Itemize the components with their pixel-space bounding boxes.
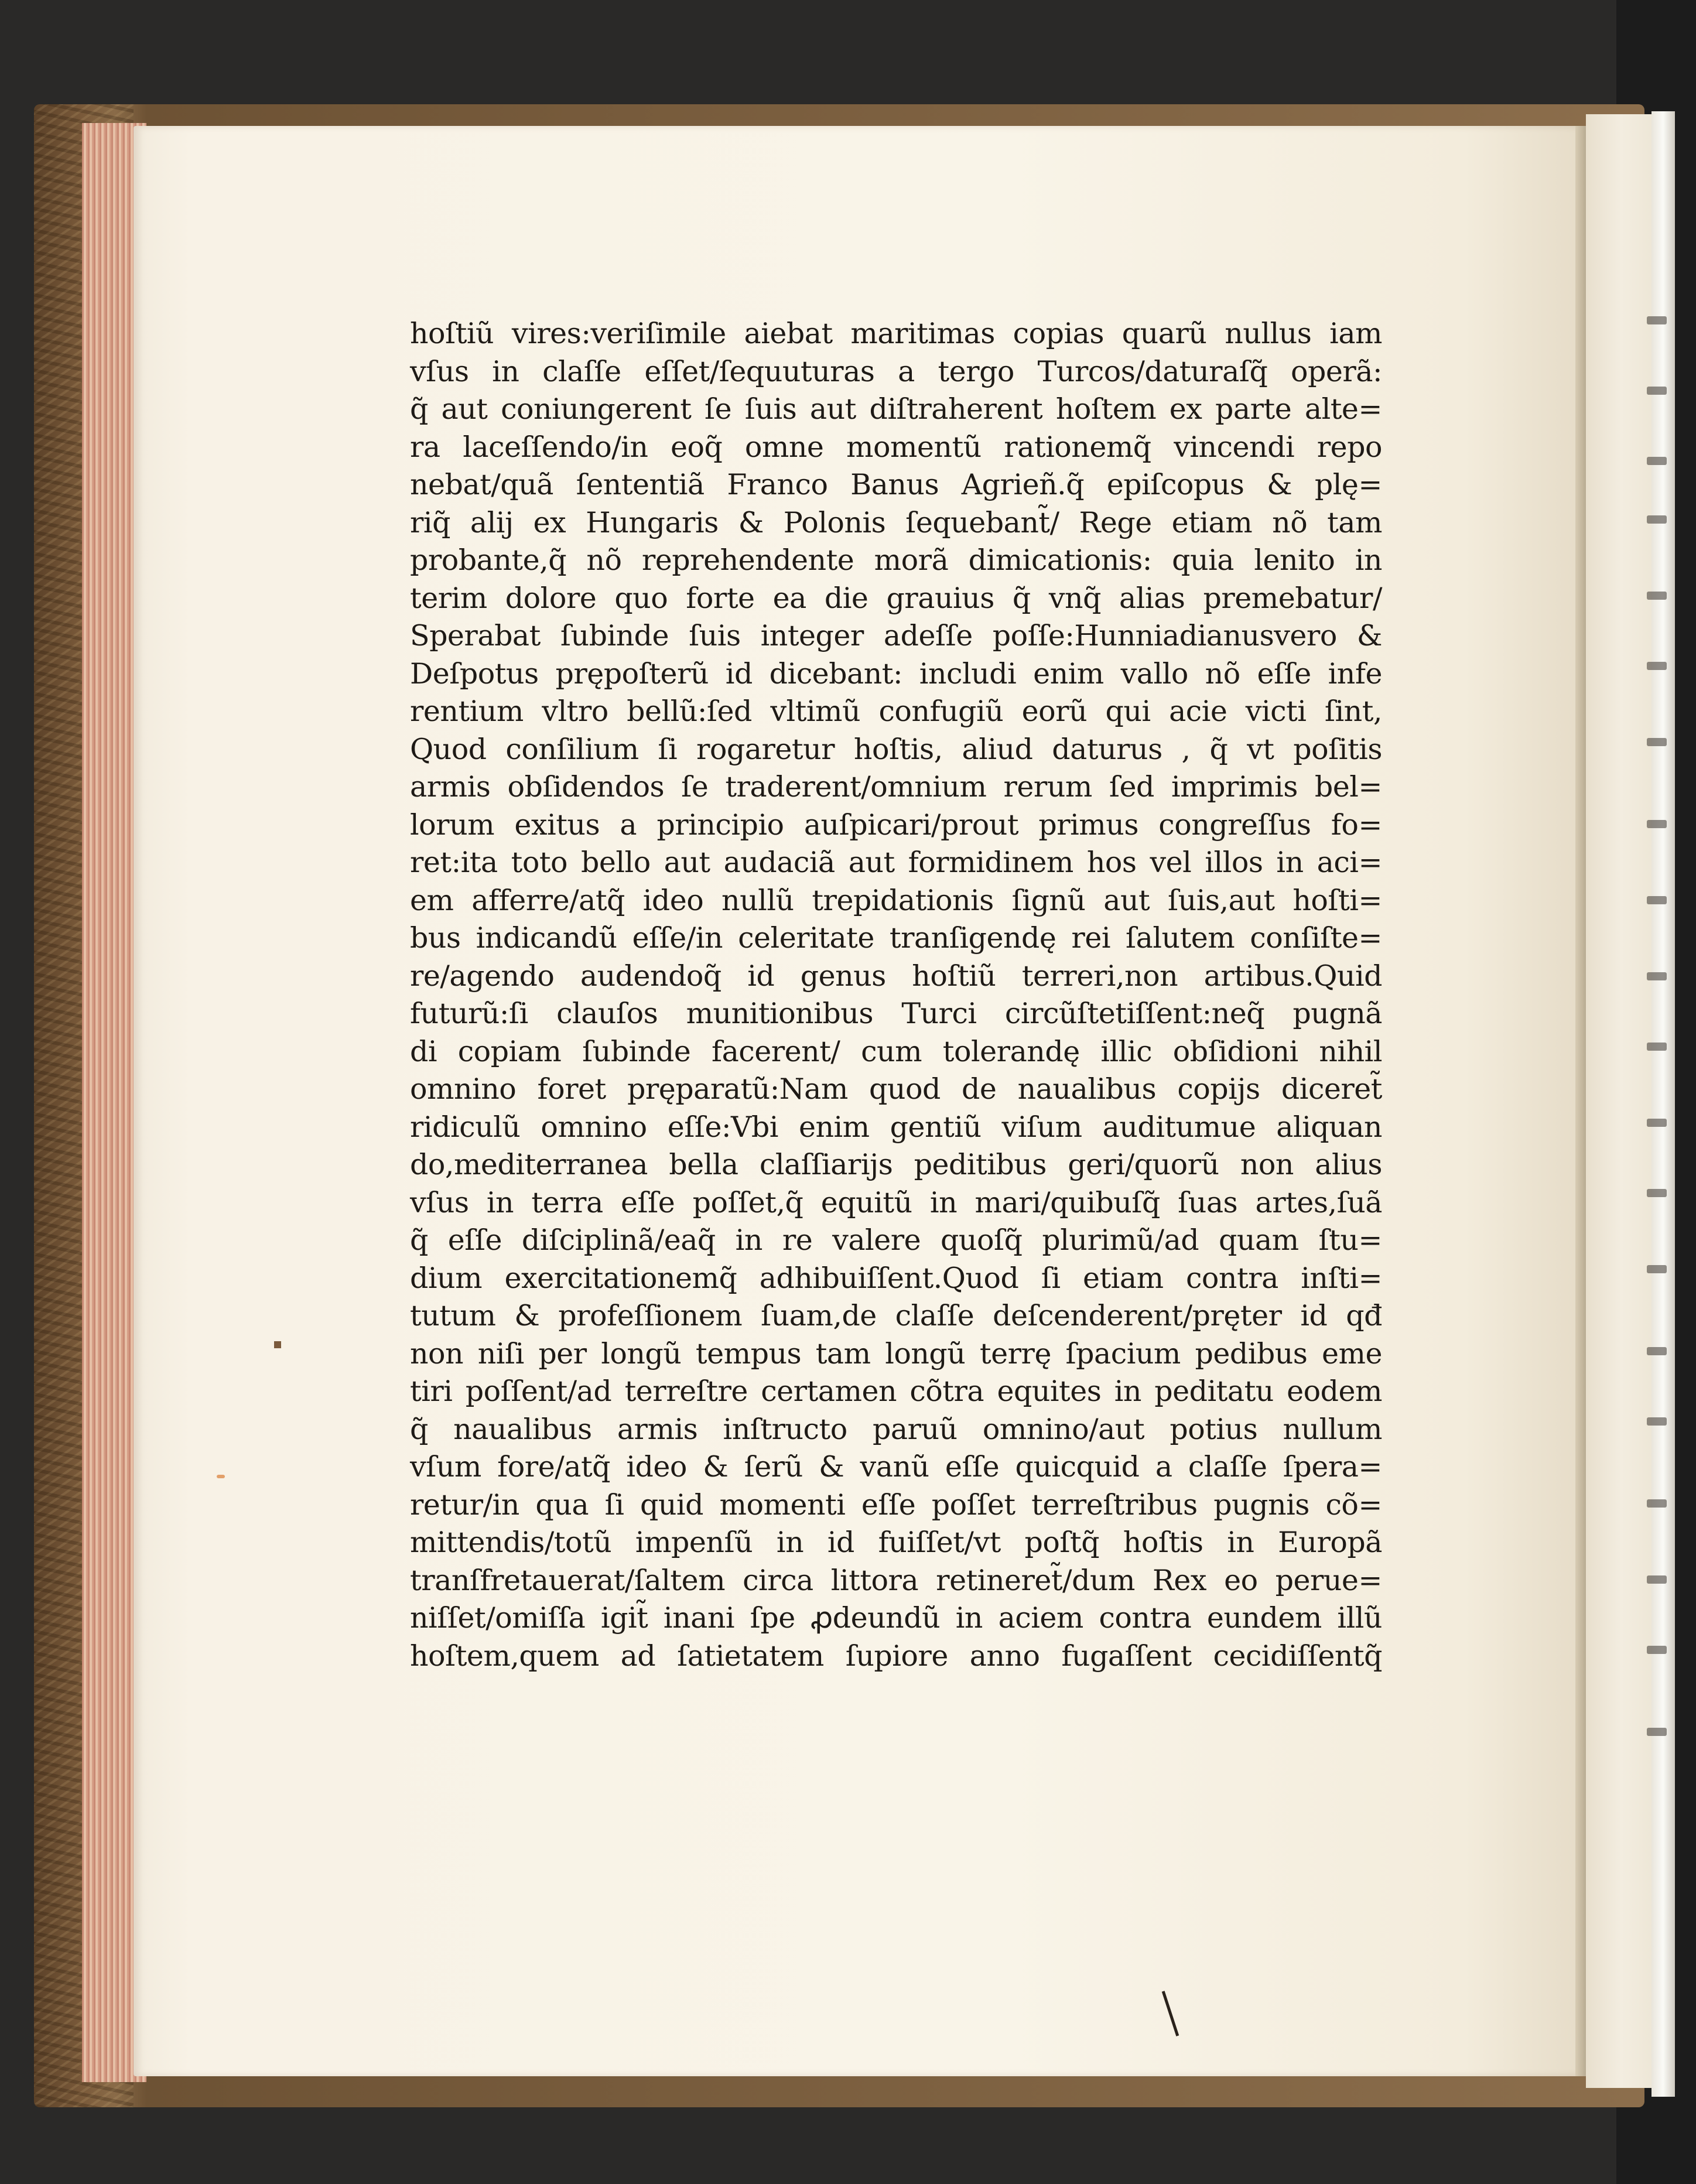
bleed-mark <box>1647 1347 1667 1355</box>
text-line: tranſfretauerat/ſaltem circa littora retineret̃/dum Rex eo perue= <box>410 1563 1382 1597</box>
text-line: em afferre/atq̃ ideo nullũ trepidationis ſignũ aut ſuis,aut hoſti= <box>410 883 1382 917</box>
text-line: dium exercitationemq̃ adhibuiſſent.Quod ſi etiam contra inſti= <box>410 1261 1382 1295</box>
text-line: lorum exitus a principio auſpicari/prout primus congreſſus fo= <box>410 808 1382 842</box>
bleed-mark <box>1647 896 1667 904</box>
ink-mark <box>274 1341 281 1348</box>
text-line: Quod conſilium ſi rogaretur hoſtis, aliud daturus , q̃ vt poſitis <box>410 732 1382 766</box>
bleed-mark <box>1647 457 1667 465</box>
text-line: q̃ naualibus armis inſtructo paruũ omnino/aut potius nullum <box>410 1412 1382 1446</box>
text-line: riq̃ alij ex Hungaris & Polonis ſequebant̃/ Rege etiam nõ tam <box>410 505 1382 539</box>
bleed-mark <box>1647 972 1667 980</box>
text-line: vſus in claſſe eſſet/ſequuturas a tergo Turcos/daturaſq̃ operã: <box>410 354 1382 388</box>
text-line: q̃ eſſe diſciplinã/eaq̃ in re valere quoſq̃ plurimũ/ad quam ſtu= <box>410 1223 1382 1257</box>
bleed-mark <box>1647 1728 1667 1736</box>
bleed-mark <box>1647 1417 1667 1426</box>
text-line: hoſtiũ vires:veriſimile aiebat maritimas copias quarũ nullus iam <box>410 317 1382 350</box>
bleed-mark <box>1647 515 1667 524</box>
bleed-mark <box>1647 1499 1667 1508</box>
page-gutter <box>1575 126 1586 2076</box>
bleed-mark <box>1647 1119 1667 1127</box>
text-line: rentium vltro bellũ:ſed vltimũ confugiũ eorũ qui acie victi ſint, <box>410 695 1382 728</box>
text-line: ra laceſſendo/in eoq̃ omne momentũ rationemq̃ vincendi repo <box>410 430 1382 464</box>
text-line: nebat/quã ſententiã Franco Banus Agrieñ.q̃ epiſcopus & plę= <box>410 468 1382 501</box>
text-line: re/agendo audendoq̃ id genus hoſtiũ terreri,non artibus.Quid <box>410 959 1382 993</box>
text-line: vſus in terra eſſe poſſet,q̃ equitũ in mari/quibuſq̃ ſuas artes,ſuã <box>410 1185 1382 1219</box>
text-line: hoſtem,quem ad ſatietatem ſupiore anno fugaſſent cecidiſſentq̃ <box>410 1639 1382 1673</box>
text-line: omnino foret pręparatũ:Nam quod de naualibus copijs diceret̃ <box>410 1072 1382 1106</box>
text-line: non niſi per longũ tempus tam longũ terrę ſpacium pedibus eme <box>410 1337 1382 1370</box>
text-line: armis obſidendos ſe traderent/omnium rerum ſed imprimis bel= <box>410 770 1382 804</box>
bleed-mark <box>1647 662 1667 670</box>
text-line: tiri poſſent/ad terreſtre certamen cõtra equites in peditatu eodem <box>410 1375 1382 1408</box>
bleed-mark <box>1647 820 1667 828</box>
bleed-mark <box>1647 1646 1667 1654</box>
text-line: do,mediterranea bella claſſiarijs peditibus geri/quorũ non alius <box>410 1148 1382 1181</box>
facing-page-bleedthrough <box>1640 316 1675 1956</box>
text-line: di copiam ſubinde facerent/ cum tolerandę illic obſidioni nihil <box>410 1034 1382 1068</box>
text-line: retur/in qua ſi quid momenti eſſe poſſet terreſtribus pugnis cõ= <box>410 1488 1382 1522</box>
text-line: tutum & profeſſionem ſuam,de claſſe deſcenderent/pręter id qđ <box>410 1299 1382 1332</box>
text-line: bus indicandũ eſſe/in celeritate tranſigendę rei ſalutem conſiſte= <box>410 921 1382 955</box>
text-line: ridiculũ omnino eſſe:Vbi enim gentiũ viſum auditumue aliquan <box>410 1110 1382 1144</box>
bleed-mark <box>1647 316 1667 324</box>
stain-mark <box>217 1475 225 1478</box>
text-line: Deſpotus prępoſterũ id dicebant: includi enim vallo nõ eſſe infe <box>410 657 1382 691</box>
text-line: terim dolore quo forte ea die grauius q̃ vnq̃ alias premebatur/ <box>410 581 1382 615</box>
text-line: q̃ aut coniungerent ſe ſuis aut diſtraherent hoſtem ex parte alte= <box>410 392 1382 426</box>
bleed-mark <box>1647 738 1667 746</box>
bleed-mark <box>1647 1043 1667 1051</box>
bleed-mark <box>1647 387 1667 395</box>
text-line: niſſet/omiſſa igit̃ inani ſpe ꝓdeundũ in aciem contra eundem illũ <box>410 1601 1382 1635</box>
text-line: futurũ:ſi clauſos munitionibus Turci circũſtetiſſent:neq̃ pugnã <box>410 997 1382 1030</box>
bleed-mark <box>1647 1265 1667 1273</box>
bleed-mark <box>1647 1189 1667 1197</box>
text-line: ret:ita toto bello aut audaciã aut formidinem hos vel illos in aci= <box>410 846 1382 879</box>
bleed-mark <box>1647 1575 1667 1584</box>
text-line: mittendis/totũ impenſũ in id fuiſſet/vt poſtq̃ hoſtis in Europã <box>410 1526 1382 1559</box>
bleed-mark <box>1647 592 1667 600</box>
body-text <box>410 315 1382 1675</box>
text-line: Sperabat ſubinde ſuis integer adeſſe poſſe:Hunniadianusvero & <box>410 619 1382 652</box>
text-line: vſum fore/atq̃ ideo & ſerũ & vanũ eſſe quicquid a claſſe ſpera= <box>410 1450 1382 1484</box>
text-line: probante,q̃ nõ reprehendente morã dimicationis: quia lenito in <box>410 544 1382 577</box>
